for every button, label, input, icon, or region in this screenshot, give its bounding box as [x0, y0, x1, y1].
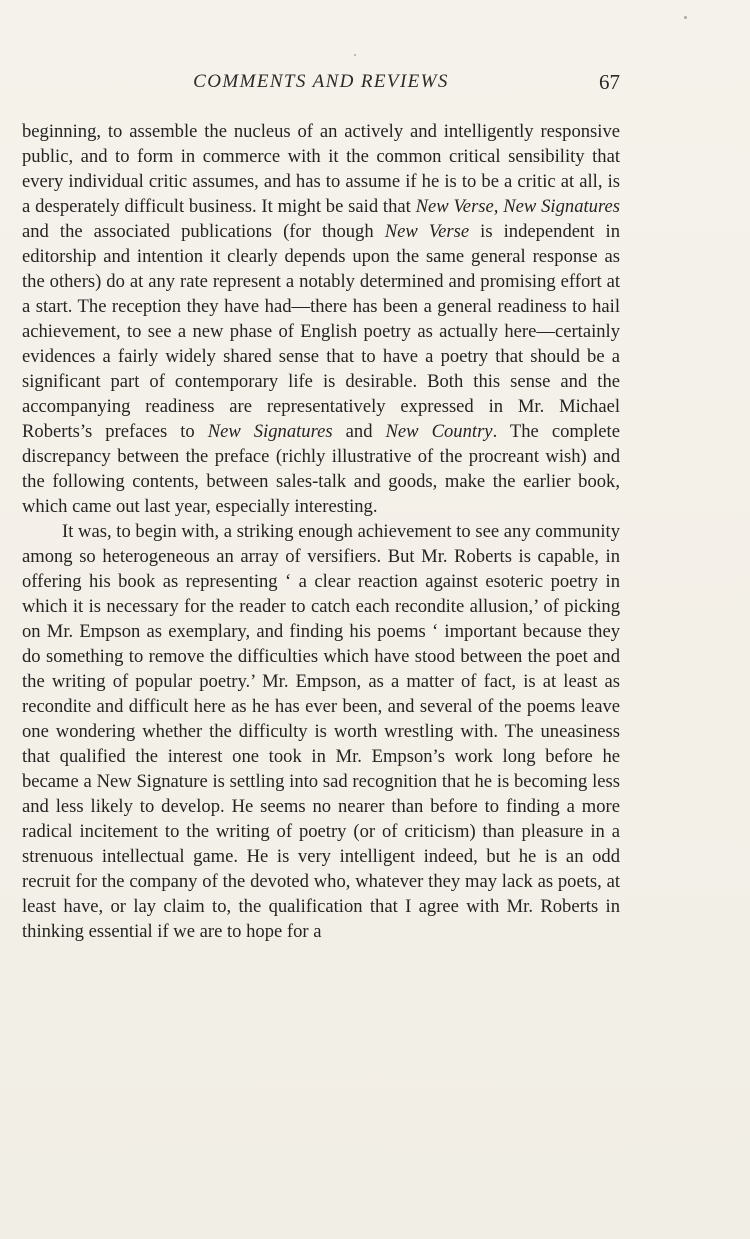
italic-title-text: New Signatures — [207, 421, 333, 442]
paragraph — [22, 519, 620, 944]
italic-title-text: New Country — [385, 421, 493, 442]
page-number: 67 — [599, 70, 620, 94]
paper-speck — [684, 16, 687, 19]
text-run: is independent in editorship and intention it clearly depends upon the same general response as the others) do at any rate represent a notably determined and promising effort at a start. The reception they have had—there has been a general readiness to hail achievement, to see a new phase of English poetry as actually here—certainly evidences a fairly widely shared sense that to have a poetry that should be a significant part of contemporary life is desirable. Both this sense and the accompanying readiness are representatively expressed in Mr. Michael Roberts’s prefaces to — [22, 221, 620, 442]
text-run: . The complete discrepancy between the preface (richly illustrative of the procreant wish) and the following contents, between sales-talk and goods, make the earlier book, which came out last year, especially interesting. — [22, 421, 620, 517]
text-run: and the associated publications (for though — [22, 221, 385, 242]
italic-title-text: New Verse, New Signatures — [415, 196, 620, 217]
italic-title-text: New Verse — [384, 221, 470, 242]
running-title: COMMENTS AND REVIEWS — [193, 71, 449, 92]
text-run: and — [332, 421, 386, 442]
text-run: beginning, to assemble the nucleus of an actively and intelligently responsive public, and to form in commerce with it the common critical sensibility that every individual critic assumes, and has to assume if he is to be a critic at all, is a desperately difficult business. It might be said that — [22, 121, 620, 217]
paragraph — [22, 119, 620, 519]
body-text — [22, 119, 620, 944]
running-head — [22, 70, 620, 98]
text-run: It was, to begin with, a striking enough achievement to see any community among so heterogeneous an array of versifiers. But Mr. Roberts is capable, in offering his book as representing ‘ a clear reaction against esoteric poetry in which it is necessary for the reader to catch each recondite allusion,’ of picking on Mr. Empson as exemplary, and finding his poems ‘ important because they do something to remove the difficulties which have stood between the poet and the writing of popular poetry.’ Mr. Empson, as a matter of fact, is at least as recondite and difficult here as he has ever been, and several of the poems leave one wondering whether the difficulty is worth wrestling with. The uneasiness that qualified the interest one took in Mr. Empson’s work long before he became a New Signature is settling into sad recognition that he is becoming less and less likely to develop. He seems no nearer than before to finding a more radical incitement to the writing of poetry (or of criticism) than pleasure in a strenuous intellectual game. He is very intelligent indeed, but he is an odd recruit for the company of the devoted who, whatever they may lack as poets, at least have, or lay claim to, the qualification that I agree with Mr. Roberts in thinking essential if we are to hope for a — [22, 521, 620, 942]
paper-speck — [354, 54, 356, 56]
